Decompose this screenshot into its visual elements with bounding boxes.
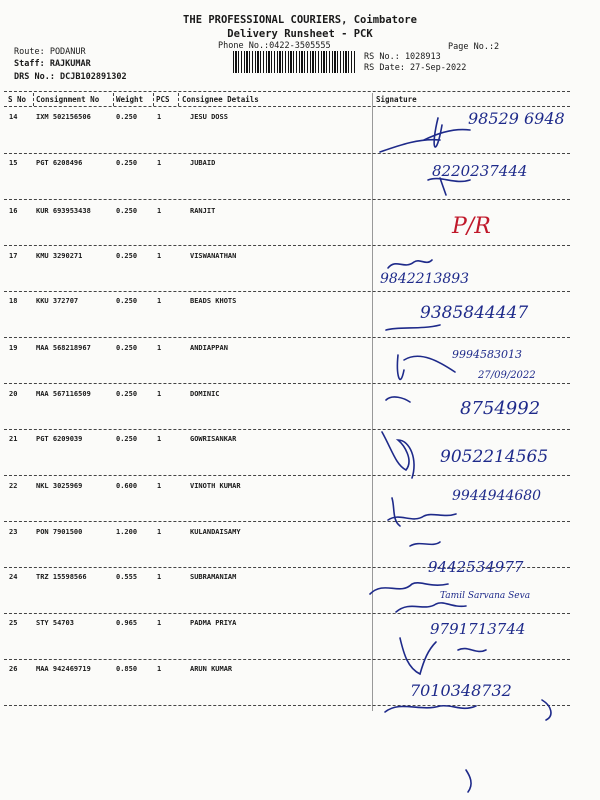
row-weight: 0.250 <box>116 159 138 167</box>
row-sno: 18 <box>9 297 18 305</box>
row-consignee: JESU DOSS <box>190 113 228 121</box>
row-weight: 0.600 <box>116 482 138 490</box>
row-sno: 21 <box>9 435 18 443</box>
rs-number: RS No.: 1028913 <box>364 52 441 62</box>
row-sno: 24 <box>9 573 18 581</box>
row-consignment: MAA 567116509 <box>36 390 91 398</box>
col-signature: Signature <box>376 95 417 104</box>
row-consignment: STY 54703 <box>36 619 74 627</box>
row-consignee: KULANDAISAMY <box>190 528 241 536</box>
hw-phone-17: 9842213893 <box>380 271 470 287</box>
row-weight: 0.250 <box>116 252 138 260</box>
row-consignment: PON 7901500 <box>36 528 83 536</box>
row-consignment: MAA 568218967 <box>36 344 91 352</box>
row-weight: 0.250 <box>116 435 138 443</box>
row-sno: 16 <box>9 207 18 215</box>
row-consignee: BEADS KHOTS <box>190 297 237 305</box>
row-sno: 17 <box>9 252 18 260</box>
row-pcs: 1 <box>157 665 162 673</box>
row-consignee: RANJIT <box>190 207 216 215</box>
row-pcs: 1 <box>157 482 162 490</box>
col-pcs: PCS <box>156 95 170 104</box>
row-pcs: 1 <box>157 435 162 443</box>
row-sno: 20 <box>9 390 18 398</box>
hw-phone-19: 9994583013 <box>452 348 522 361</box>
row-sno: 23 <box>9 528 18 536</box>
hw-phone-25: 9791713744 <box>430 620 526 638</box>
hw-date-19: 27/09/2022 <box>478 370 536 381</box>
hw-phone-20: 8754992 <box>460 398 541 419</box>
row-consignee: ARUN KUMAR <box>190 665 233 673</box>
row-pcs: 1 <box>157 159 162 167</box>
row-consignment: MAA 942469719 <box>36 665 91 673</box>
row-consignee: VINOTH KUMAR <box>190 482 241 490</box>
row-weight: 0.850 <box>116 665 138 673</box>
row-consignee: SUBRAMANIAM <box>190 573 237 581</box>
row-consignment: KMU 3290271 <box>36 252 83 260</box>
table-top-rule <box>4 91 570 92</box>
row-consignment: PGT 6209039 <box>36 435 83 443</box>
row-pcs: 1 <box>157 390 162 398</box>
row-pcs: 1 <box>157 297 162 305</box>
row-sno: 19 <box>9 344 18 352</box>
row-pcs: 1 <box>157 207 162 215</box>
page-number: Page No.:2 <box>448 42 500 52</box>
hw-phone-26: 7010348732 <box>410 681 512 700</box>
row-consignee: PADMA PRIYA <box>190 619 237 627</box>
row-consignment: PGT 6208496 <box>36 159 83 167</box>
row-consignee: DOMINIC <box>190 390 220 398</box>
col-consignment-no: Consignment No <box>36 95 100 104</box>
row-pcs: 1 <box>157 252 162 260</box>
row-sno: 22 <box>9 482 18 490</box>
row-consignment: TRZ 15598566 <box>36 573 87 581</box>
row-pcs: 1 <box>157 573 162 581</box>
row-sno: 14 <box>9 113 18 121</box>
runsheet-title: Delivery Runsheet - PCK <box>227 28 373 40</box>
drs-number: DRS No.: DCJB102891302 <box>14 72 127 82</box>
hw-phone-18: 9385844447 <box>420 303 529 323</box>
row-consignee: ANDIAPPAN <box>190 344 228 352</box>
row-weight: 0.250 <box>116 207 138 215</box>
row-consignee: VISWANATHAN <box>190 252 237 260</box>
hw-phone-23: 9442534977 <box>428 558 524 576</box>
hw-phone-22: 9944944680 <box>452 488 542 504</box>
rs-date: RS Date: 27-Sep-2022 <box>364 63 467 73</box>
hw-note-24: Tamil Sarvana Seva <box>440 591 531 601</box>
row-pcs: 1 <box>157 528 162 536</box>
row-pcs: 1 <box>157 113 162 121</box>
col-sno: S No <box>8 95 27 104</box>
route: Route: PODANUR <box>14 47 86 57</box>
col-consignee-details: Consignee Details <box>182 95 259 104</box>
signature-divider <box>372 93 373 711</box>
row-sno: 15 <box>9 159 18 167</box>
hw-phone-15: 8220237444 <box>432 162 528 180</box>
row-pcs: 1 <box>157 619 162 627</box>
row-consignment: KUR 693953438 <box>36 207 91 215</box>
staff: Staff: RAJKUMAR <box>14 59 91 69</box>
row-weight: 0.250 <box>116 390 138 398</box>
row-weight: 0.250 <box>116 113 138 121</box>
row-weight: 1.200 <box>116 528 138 536</box>
row-pcs: 1 <box>157 344 162 352</box>
hw-pr: P/R <box>452 214 491 239</box>
col-weight: Weight <box>116 95 144 104</box>
row-weight: 0.965 <box>116 619 138 627</box>
phone-number: Phone No.:0422-3505555 <box>218 41 331 51</box>
company-title: THE PROFESSIONAL COURIERS, Coimbatore <box>183 14 417 26</box>
row-weight: 0.250 <box>116 297 138 305</box>
barcode <box>233 51 355 73</box>
row-weight: 0.555 <box>116 573 138 581</box>
row-consignment: IXM 502156506 <box>36 113 91 121</box>
row-sno: 25 <box>9 619 18 627</box>
row-consignment: NKL 3025969 <box>36 482 83 490</box>
row-weight: 0.250 <box>116 344 138 352</box>
hw-phone-14a: 98529 6948 <box>468 109 565 128</box>
header-rule <box>4 106 570 107</box>
row-consignee: GOWRISANKAR <box>190 435 237 443</box>
row-sno: 26 <box>9 665 18 673</box>
row-consignment: KKU 372707 <box>36 297 79 305</box>
hw-phone-21: 9052214565 <box>440 447 549 467</box>
row-consignee: JUBAID <box>190 159 216 167</box>
